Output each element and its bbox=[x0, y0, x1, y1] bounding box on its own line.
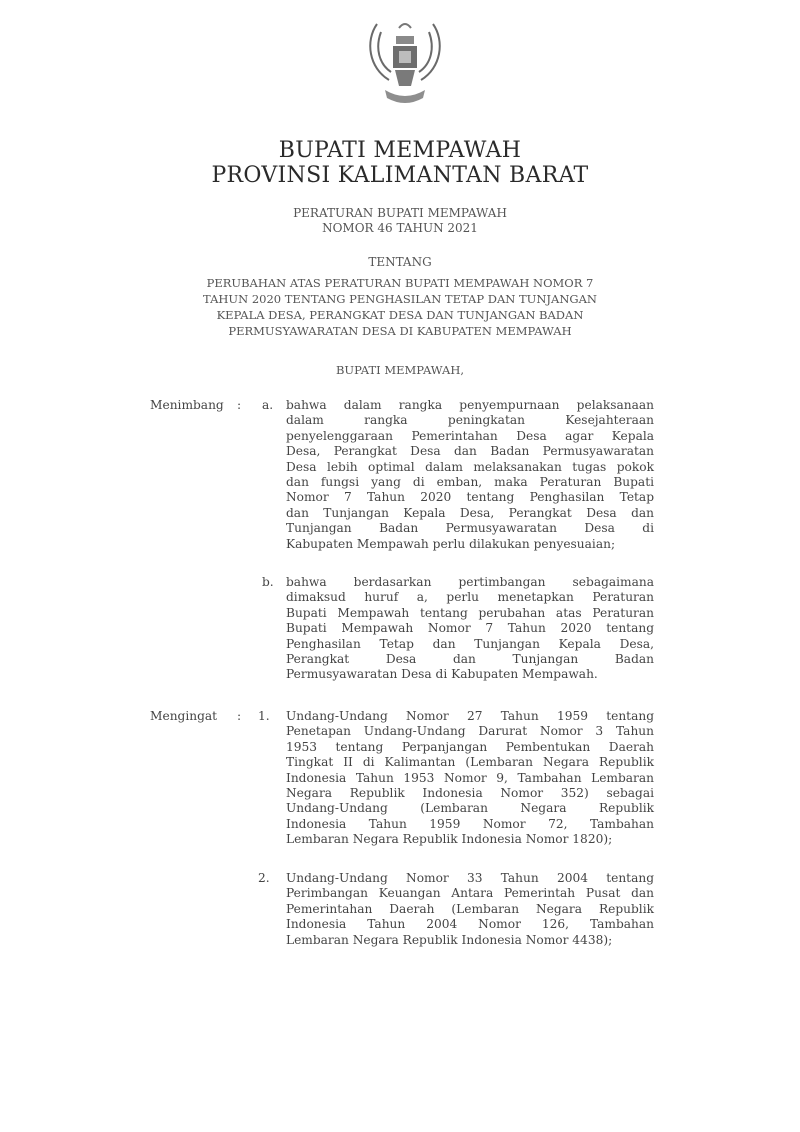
text-line: Desa lebih optimal dalam melaksanakan tugas pokok bbox=[286, 459, 654, 474]
item-index: a. bbox=[262, 398, 274, 412]
mengingat-item-2 bbox=[286, 871, 654, 948]
text-line: Desa, Perangkat Desa dan Badan Permusyawaratan bbox=[286, 444, 654, 459]
text-line: Penetapan Undang-Undang Darurat Nomor 3 Tahun bbox=[286, 724, 654, 739]
text-line: Kabupaten Mempawah perlu dilakukan penyesuaian; bbox=[286, 536, 616, 551]
text-line: Lembaran Negara Republik Indonesia Nomor 1820); bbox=[286, 832, 613, 847]
text-line: Indonesia Tahun 1953 Nomor 9, Tambahan Lembaran bbox=[286, 770, 654, 785]
regulation-title-line: KEPALA DESA, PERANGKAT DESA DAN TUNJANGAN BADAN bbox=[216, 308, 584, 322]
regulation-title-line: PERMUSYAWARATAN DESA DI KABUPATEN MEMPAWAH bbox=[228, 324, 572, 338]
text-line: Undang-Undang Nomor 27 Tahun 1959 tentang bbox=[286, 709, 654, 723]
text-line: Bupati Mempawah Nomor 7 Tahun 2020 tentang bbox=[286, 621, 654, 636]
text-line: Negara Republik Indonesia Nomor 352) sebagai bbox=[286, 786, 654, 801]
text-line: bahwa berdasarkan pertimbangan sebagaimana bbox=[286, 575, 654, 589]
menimbang-colon: : bbox=[237, 398, 242, 412]
text-line: Undang-Undang Nomor 33 Tahun 2004 tentang bbox=[286, 871, 654, 885]
regulation-title-line: TAHUN 2020 TENTANG PENGHASILAN TETAP DAN TUNJANGAN bbox=[203, 292, 597, 306]
item-index: b. bbox=[262, 575, 274, 589]
mengingat-label: Mengingat bbox=[150, 709, 218, 723]
about-label: TENTANG bbox=[368, 255, 432, 269]
text-line: Penghasilan Tetap dan Tunjangan Kepala Desa, bbox=[286, 636, 654, 651]
text-line: Perimbangan Keuangan Antara Pemerintah Pusat dan bbox=[286, 886, 654, 901]
item-index: 2. bbox=[258, 871, 270, 885]
mengingat-colon: : bbox=[237, 709, 242, 723]
menimbang-item-a bbox=[286, 398, 654, 552]
text-line: Pemerintahan Daerah (Lembaran Negara Republik bbox=[286, 901, 654, 916]
text-line: dimaksud huruf a, perlu menetapkan Peraturan bbox=[286, 590, 654, 605]
menimbang-label: Menimbang bbox=[150, 398, 224, 412]
mengingat-item-1 bbox=[286, 709, 654, 848]
regulation-type: PERATURAN BUPATI MEMPAWAH bbox=[293, 206, 507, 220]
text-line: Indonesia Tahun 2004 Nomor 126, Tambahan bbox=[286, 917, 654, 932]
text-line: Tunjangan Badan Permusyawaratan Desa di bbox=[286, 521, 654, 536]
text-line: Nomor 7 Tahun 2020 tentang Penghasilan Tetap bbox=[286, 490, 654, 505]
text-line: dan fungsi yang di emban, maka Peraturan Bupati bbox=[286, 475, 654, 490]
text-line: Undang-Undang (Lembaran Negara Republik bbox=[286, 801, 654, 816]
issuer-heading: BUPATI MEMPAWAH bbox=[278, 138, 522, 163]
text-line: penyelenggaraan Pemerintahan Desa agar Kepala bbox=[286, 428, 654, 443]
text-line: bahwa dalam rangka penyempurnaan pelaksanaan bbox=[286, 398, 654, 412]
text-line: 1953 tentang Perpanjangan Pembentukan Daerah bbox=[286, 739, 654, 754]
text-line: dalam rangka peningkatan Kesejahteraan bbox=[286, 413, 654, 428]
province-heading: PROVINSI KALIMANTAN BARAT bbox=[211, 163, 589, 188]
text-line: dan Tunjangan Kepala Desa, Perangkat Desa dan bbox=[286, 505, 654, 520]
item-index: 1. bbox=[258, 709, 270, 723]
text-line: Indonesia Tahun 1959 Nomor 72, Tambahan bbox=[286, 816, 654, 831]
garuda-emblem-icon bbox=[355, 6, 455, 116]
regulation-number: NOMOR 46 TAHUN 2021 bbox=[322, 221, 478, 235]
issuer-signature-heading: BUPATI MEMPAWAH, bbox=[335, 363, 465, 377]
regulation-title-line: PERUBAHAN ATAS PERATURAN BUPATI MEMPAWAH NOMOR 7 bbox=[206, 276, 594, 290]
text-line: Tingkat II di Kalimantan (Lembaran Negara Republik bbox=[286, 755, 654, 770]
text-line: Lembaran Negara Republik Indonesia Nomor 4438); bbox=[286, 932, 613, 947]
text-line: Bupati Mempawah tentang perubahan atas Peraturan bbox=[286, 605, 654, 620]
menimbang-item-b bbox=[286, 575, 654, 683]
text-line: Permusyawaratan Desa di Kabupaten Mempawah. bbox=[286, 667, 598, 682]
text-line: Perangkat Desa dan Tunjangan Badan bbox=[286, 652, 654, 667]
